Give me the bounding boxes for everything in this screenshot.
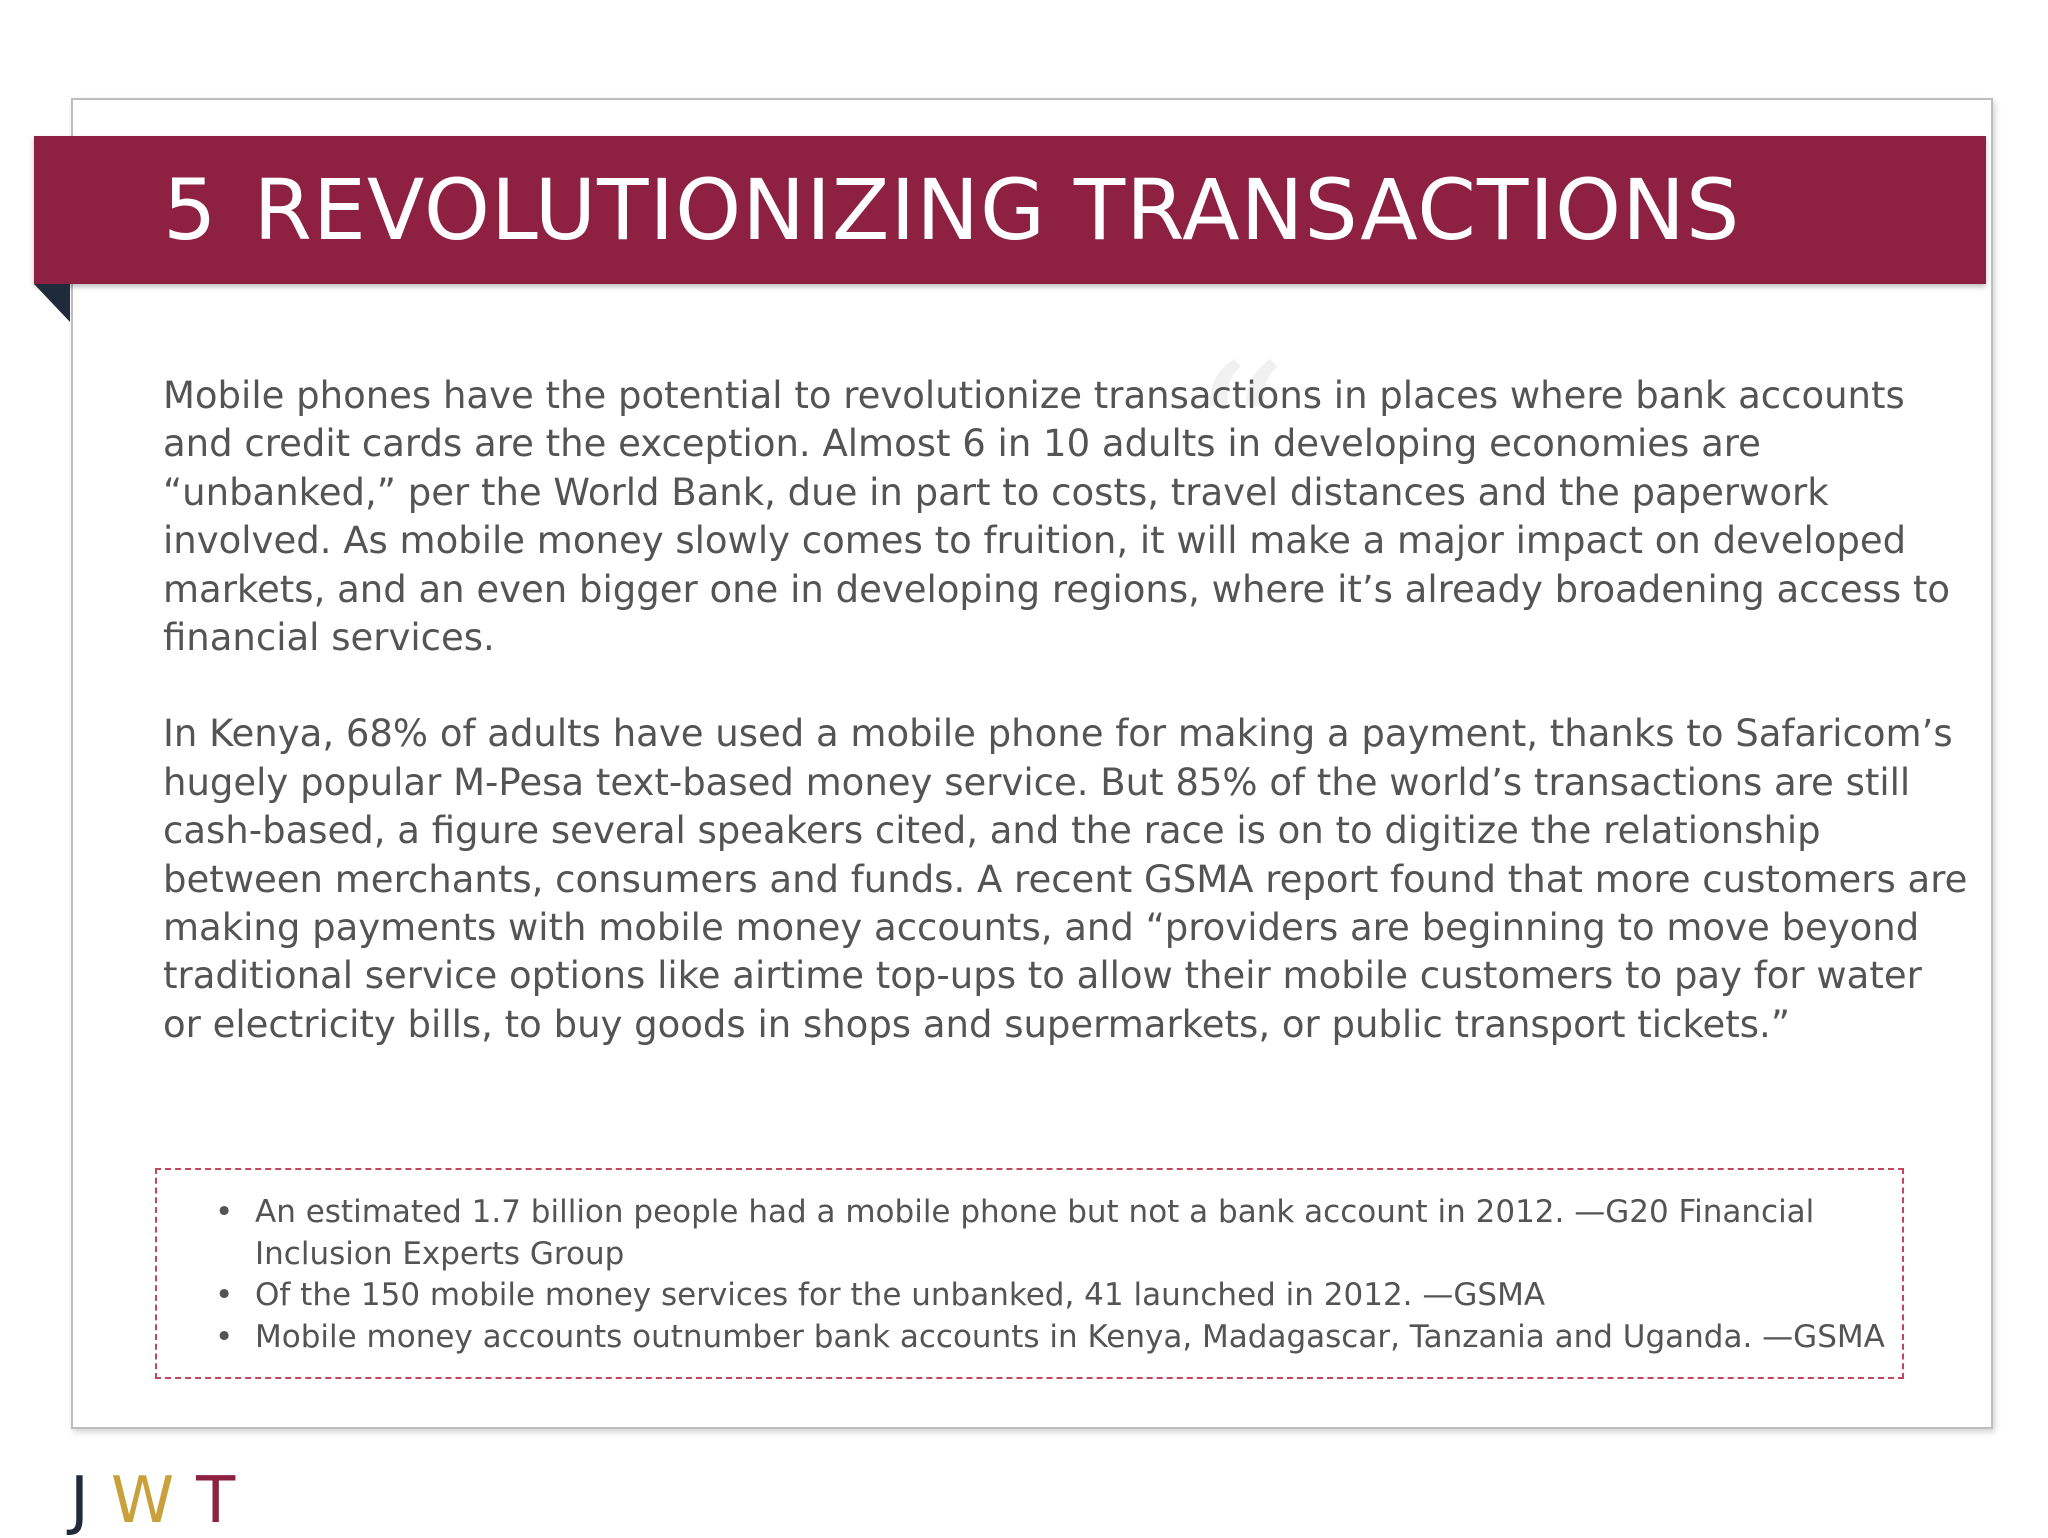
jwt-logo <box>70 1466 257 1536</box>
fact-item <box>215 1275 1885 1317</box>
fact-item <box>215 1192 1885 1275</box>
slide-title-text: REVOLUTIONIZING TRANSACTIONS <box>253 161 1741 259</box>
paragraph-line: or electricity bills, to buy goods in shops and supermarkets, or public transport tickets.” <box>163 1002 1790 1046</box>
paragraph-line: between merchants, consumers and funds. A recent GSMA report found that more customers are <box>163 857 1968 901</box>
bullet-icon: • <box>215 1318 234 1355</box>
fact-line: Of the 150 mobile money services for the unbanked, 41 launched in 2012. —GSMA <box>255 1277 1546 1313</box>
logo-letter-w: W <box>110 1464 175 1538</box>
bullet-icon: • <box>215 1194 234 1230</box>
paragraph-line: traditional service options like airtime top-ups to allow their mobile customers to pay for water <box>163 954 1922 998</box>
paragraph-line: cash-based, a figure several speakers cited, and the race is on to digitize the relationship <box>163 809 1821 853</box>
slide-number: 5 <box>163 161 218 259</box>
paragraph-line: making payments with mobile money accounts, and “providers are beginning to move beyond <box>163 906 1920 950</box>
paragraph-line: financial services. <box>163 616 495 660</box>
fact-line: Mobile money accounts outnumber bank accounts in Kenya, Madagascar, Tanzania and Uganda. —GSMA <box>255 1318 1885 1355</box>
paragraph-line: involved. As mobile money slowly comes to fruition, it will make a major impact on developed <box>163 519 1907 563</box>
paragraph-line: “unbanked,” per the World Bank, due in part to costs, travel distances and the paperwork <box>163 470 1829 514</box>
logo-letter-j: J <box>70 1464 89 1538</box>
fact-line: An estimated 1.7 billion people had a mobile phone but not a bank account in 2012. —G20 Financial <box>255 1194 1815 1230</box>
facts-list <box>215 1192 1885 1358</box>
paragraph-line: Mobile phones have the potential to revolutionize transactions in places where bank accounts <box>163 374 1905 417</box>
paragraph-line: hugely popular M-Pesa text-based money service. But 85% of the world’s transactions are still <box>163 760 1911 804</box>
fact-line: Inclusion Experts Group <box>255 1235 625 1272</box>
paragraph-1 <box>163 372 1951 662</box>
slide-title <box>163 160 1740 260</box>
banner-fold <box>34 284 70 322</box>
quote-watermark-icon: “ <box>1190 324 1288 545</box>
paragraph-2 <box>163 710 1968 1049</box>
paragraph-line: markets, and an even bigger one in developing regions, where it’s already broadening access to <box>163 567 1951 611</box>
bullet-icon: • <box>215 1277 234 1313</box>
logo-letter-t: T <box>196 1464 236 1538</box>
paragraph-line: and credit cards are the exception. Almost 6 in 10 adults in developing economies are <box>163 422 1761 466</box>
body-text <box>163 372 1968 1049</box>
fact-item <box>215 1317 1885 1359</box>
paragraph-line: In Kenya, 68% of adults have used a mobile phone for making a payment, thanks to Safaricom’s <box>163 712 1953 756</box>
